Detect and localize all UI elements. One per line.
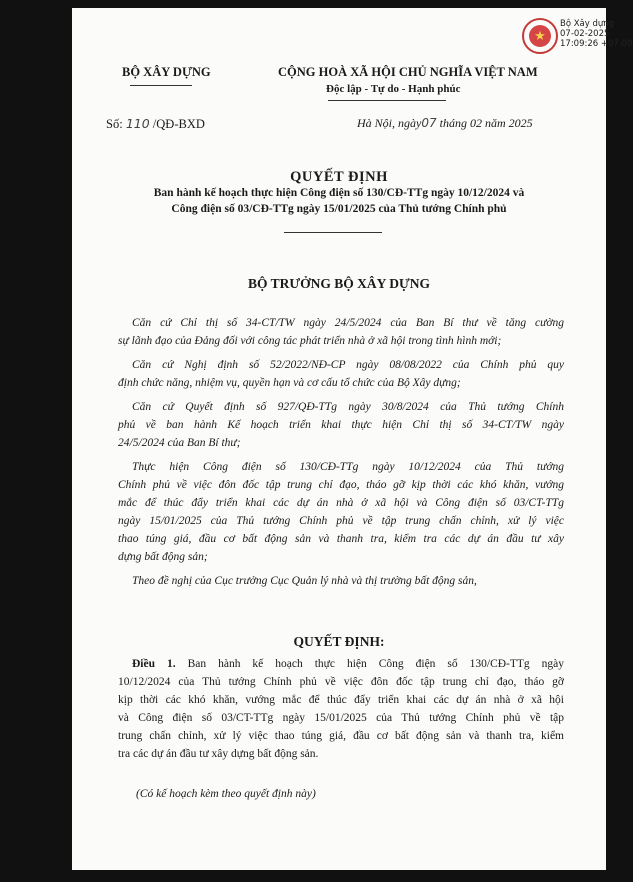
preamble-line: sự lãnh đạo của Đảng đối với công tác phát triển nhà ở xã hội trong tình hình mới;: [118, 335, 502, 347]
signature-date: 07-02-2025: [560, 29, 610, 39]
handwritten-number: 110: [125, 116, 150, 131]
subject-underline: [284, 232, 382, 233]
preamble-line: mắc để thúc đẩy triển khai các dự án nhà ở xã hội và Công điện số 03/CT-TTg: [118, 497, 564, 509]
preamble-line: Căn cứ Quyết định số 927/QĐ-TTg ngày 30/8/2024 của Thủ tướng Chính: [132, 401, 564, 413]
article-1-label: Điều 1.: [132, 658, 176, 670]
handwritten-day: 07: [421, 116, 437, 130]
decision-heading: QUYẾT ĐỊNH:: [293, 634, 385, 649]
attachment-note: (Có kế hoạch kèm theo quyết định này): [136, 788, 316, 800]
national-motto: Độc lập - Tự do - Hạnh phúc: [326, 83, 461, 95]
minister-heading: BỘ TRƯỞNG BỘ XÂY DỰNG: [247, 276, 430, 291]
preamble-line: dựng bất động sản;: [118, 551, 208, 563]
national-title: CỘNG HOÀ XÃ HỘI CHỦ NGHĨA VIỆT NAM: [278, 65, 538, 79]
document-title: QUYẾT ĐỊNH: [290, 169, 388, 185]
preamble-line: 24/5/2024 của Ban Bí thư;: [118, 437, 241, 449]
subject-line: Ban hành kế hoạch thực hiện Công điện số 130/CĐ-TTg ngày 10/12/2024 và: [153, 187, 525, 199]
preamble-line: ngày 15/01/2025 của Thủ tướng Chính phủ về tập trung chấn chỉnh, xử lý việc: [118, 515, 564, 527]
preamble-line: Chính phủ về việc đôn đốc tập trung chỉ đạo, tháo gỡ kịp thời các khó khăn, vướng: [118, 479, 564, 491]
preamble-line: định chức năng, nhiệm vụ, quyền hạn và cơ cấu tổ chức của Bộ Xây dựng;: [118, 377, 461, 389]
motto-underline: [328, 100, 446, 101]
preamble-line: Căn cứ Nghị định số 52/2022/NĐ-CP ngày 08/08/2022 của Chính phủ quy: [132, 359, 564, 371]
issuing-organization: BỘ XÂY DỰNG: [122, 65, 211, 79]
signature-signer: Bộ Xây dựng: [560, 19, 615, 29]
org-underline: [130, 85, 192, 86]
preamble-line: Căn cứ Chỉ thị số 34-CT/TW ngày 24/5/2024 của Ban Bí thư về tăng cường: [132, 317, 564, 329]
document-number: Số: 110 /QĐ-BXD: [106, 116, 205, 131]
subject-line: Công điện số 03/CĐ-TTg ngày 15/01/2025 của Thủ tướng Chính phủ: [171, 203, 507, 215]
preamble-line: Theo đề nghị của Cục trưởng Cục Quản lý nhà và thị trường bất động sản,: [132, 575, 477, 587]
article-1-line: tra các dự án đầu tư xây dựng bất động sản.: [118, 748, 319, 760]
article-1-line: 10/12/2024 của Thủ tướng Chính phủ về việc đôn đốc tập trung chỉ đạo, tháo gỡ: [118, 676, 564, 688]
signature-time: 17:09:26 +07:00: [560, 39, 633, 49]
article-1-line: kịp thời các khó khăn, vướng mắc để thúc đẩy triển khai các dự án nhà ở xã hội: [118, 694, 564, 706]
digital-signature-seal-icon: ★: [522, 18, 558, 54]
preamble-line: thao túng giá, đầu cơ bất động sản và thanh tra, kiểm tra các dự án đầu tư xây: [118, 533, 564, 545]
article-1-line: trung chấn chỉnh, xử lý việc thao túng giá, đầu cơ bất động sản và thanh tra, kiểm: [118, 730, 564, 742]
place-and-date: Hà Nội, ngày07 tháng 02 năm 2025: [357, 116, 533, 130]
preamble-line: phủ về ban hành Kế hoạch triển khai thực hiện Chỉ thị số 34-CT/TW ngày: [118, 419, 564, 431]
document-page: [72, 8, 633, 870]
article-1-line: Điều 1. Ban hành kế hoạch thực hiện Công điện số 130/CĐ-TTg ngày: [132, 658, 565, 670]
article-1-line: và Công điện số 03/CT-TTg ngày 15/01/2025 của Thủ tướng Chính phủ về tập: [118, 712, 564, 724]
preamble-line: Thực hiện Công điện số 130/CĐ-TTg ngày 10/12/2024 của Thủ tướng: [132, 461, 564, 473]
